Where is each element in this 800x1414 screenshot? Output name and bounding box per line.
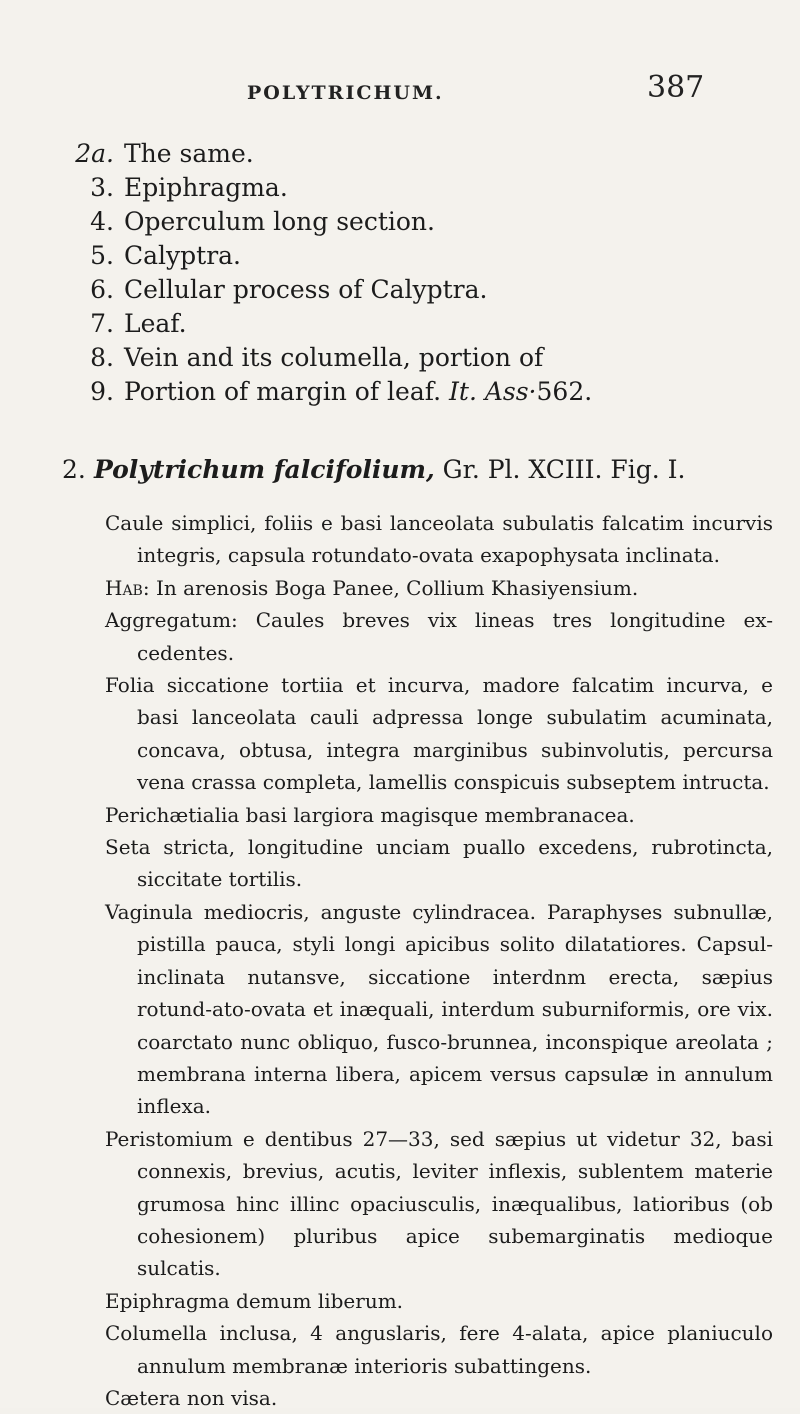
- diagnosis-paragraph: Caule simplici, foliis e basi lanceolata subulatis falcatim incurvis integris, capsula rotundato-ovata exapophysata inclinata.: [105, 511, 773, 568]
- habitat-label: Hab: [105, 575, 143, 600]
- page-number: 387: [647, 70, 705, 105]
- item-number: 5.: [90, 241, 114, 270]
- plate-explanation-item: [70, 171, 750, 205]
- caetera-paragraph: Cætera non visa.: [105, 1385, 278, 1410]
- item-number: 3.: [90, 173, 114, 202]
- species-citation: Gr. Pl. XCIII. Fig. I.: [434, 455, 686, 484]
- running-title: POLYTRICHUM.: [247, 82, 444, 104]
- peristomium-paragraph: Peristomium e dentibus 27—33, sed sæpius ut videtur 32, basi connexis, brevius, acutis, leviter inflexis, sublentem materie grumosa hinc illinc opaciusculis, inæqualibus, latioribus (ob cohesionem) pluribus apice subemarginatis medioque sulcatis.: [105, 1126, 773, 1281]
- species-name: Polytrichum falcifolium,: [94, 455, 435, 484]
- item-reference: It. Ass·: [449, 377, 537, 406]
- plate-explanation-item: [70, 205, 750, 239]
- epiphragma-paragraph: Epiphragma demum liberum.: [105, 1288, 404, 1313]
- item-text: Vein and its columella, portion of: [124, 343, 544, 372]
- item-text: Leaf.: [124, 309, 187, 338]
- plate-explanation-item: [70, 307, 750, 341]
- species-description: [105, 507, 773, 1414]
- item-text: Calyptra.: [124, 241, 242, 270]
- item-number: 9.: [90, 377, 114, 406]
- item-number: 8.: [90, 343, 114, 372]
- plate-explanation-item: [70, 375, 750, 409]
- item-text: Cellular process of Calyptra.: [124, 275, 488, 304]
- vaginula-paragraph: Vaginula mediocris, anguste cylindracea. Paraphyses subnullæ, pistilla pauca, styli longi apicibus solito dilatatiores. Capsul-inclinata nutansve, siccatione interdnm erecta, sæpius rotund-ato-ovata et inæquali, interdum suburniformis, ore vix. coarctato nunc obliquo, fusco-brunnea, inconspique areolata ; membrana interna libera, apicem versus capsulæ in annulum inflexa.: [105, 899, 773, 1119]
- item-number: 7.: [90, 309, 114, 338]
- columella-paragraph: Columella inclusa, 4 anguslaris, fere 4-alata, apice planiuculo annulum membranæ interioris subattingens.: [105, 1321, 773, 1378]
- item-text: Epiphragma.: [124, 173, 288, 202]
- item-text: Portion of margin of leaf.: [124, 377, 442, 406]
- species-heading: [62, 453, 762, 487]
- plate-explanation-item: [70, 273, 750, 307]
- habitat-text: : In arenosis Boga Panee, Collium Khasiyensium.: [142, 575, 639, 600]
- item-number: 6.: [90, 275, 114, 304]
- plate-explanation-item: [70, 137, 750, 171]
- seta-paragraph: Seta stricta, longitudine unciam puallo excedens, rubrotincta, siccitate tortilis.: [105, 835, 773, 892]
- plate-explanation-item: [70, 239, 750, 273]
- folia-paragraph: Folia siccatione tortiia et incurva, madore falcatim incurva, e basi lanceolata cauli adpressa longe subulatim acuminata, concava, obtusa, integra marginibus subinvolutis, percursa vena crassa completa, lamellis conspicuis subseptem intructa.: [105, 673, 773, 795]
- item-reference-number: 562.: [536, 377, 593, 406]
- item-text: Operculum long section.: [124, 207, 435, 236]
- item-number: 2a.: [75, 139, 114, 168]
- aggregatum-paragraph: Aggregatum: Caules breves vix lineas tres longitudine ex-cedentes.: [105, 608, 773, 665]
- perichaetialia-paragraph: Perichætialia basi largiora magisque membranacea.: [105, 802, 635, 827]
- plate-explanation-list: [70, 137, 750, 409]
- item-text: The same.: [124, 139, 254, 168]
- habitat-paragraph: [105, 572, 773, 604]
- species-number: 2.: [62, 455, 86, 484]
- item-number: 4.: [90, 207, 114, 236]
- plate-explanation-item: [70, 341, 750, 375]
